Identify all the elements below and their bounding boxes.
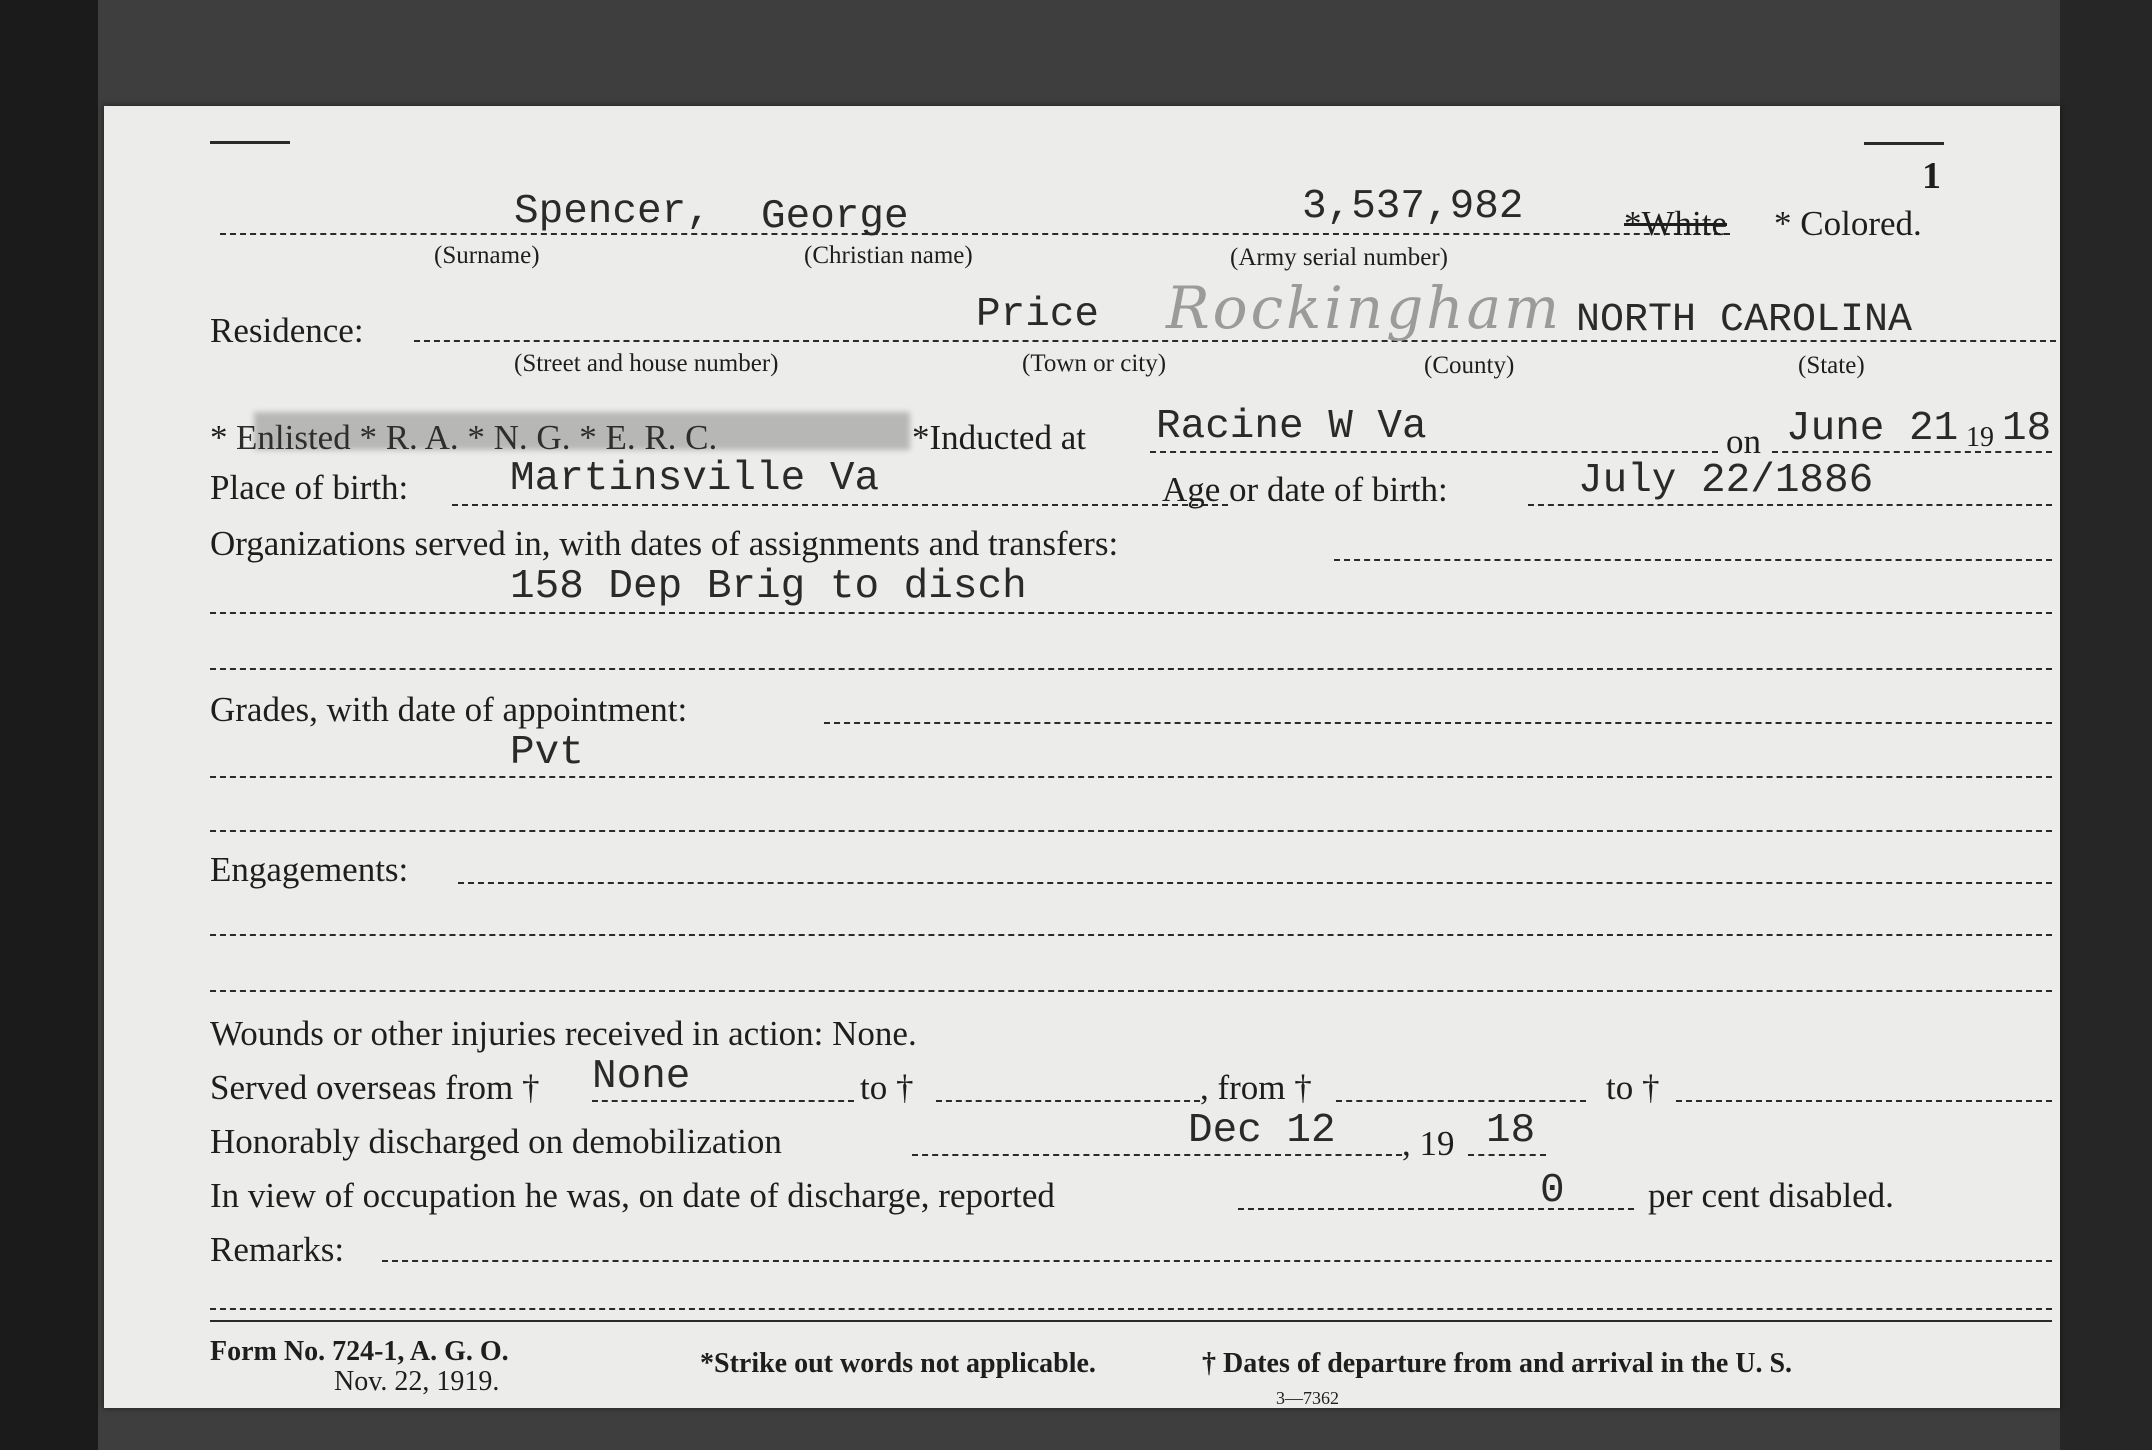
place-of-birth-line bbox=[452, 504, 1228, 506]
overseas-value: None bbox=[592, 1054, 691, 1100]
engagements-line-3 bbox=[210, 990, 2052, 992]
caption-town: (Town or city) bbox=[1022, 350, 1167, 377]
dob-line bbox=[1528, 504, 2052, 506]
serial-number-value: 3,537,982 bbox=[1302, 184, 1524, 230]
place-of-birth-value: Martinsville Va bbox=[510, 456, 880, 502]
discharge-year-value: 18 bbox=[1486, 1108, 1536, 1154]
caption-state: (State) bbox=[1798, 352, 1865, 379]
organizations-value: 158 Dep Brig to disch bbox=[510, 564, 1027, 610]
disability-label: In view of occupation he was, on date of discharge, reported bbox=[210, 1176, 1055, 1215]
disability-line bbox=[1238, 1208, 1634, 1210]
overseas-from-line bbox=[592, 1100, 854, 1102]
wounds-text: Wounds or other injuries received in action: None. bbox=[210, 1014, 917, 1053]
grades-line-1 bbox=[824, 722, 2052, 724]
disability-value: 0 bbox=[1540, 1168, 1565, 1214]
enlisted-star: * bbox=[210, 418, 228, 457]
name-line bbox=[220, 233, 1730, 235]
strike-note: *Strike out words not applicable. bbox=[700, 1348, 1096, 1379]
residence-county-value: Rockingham bbox=[1166, 274, 1563, 342]
enlisted-options: Enlisted * R. A. * N. G. * E. R. C. bbox=[236, 418, 718, 457]
organizations-line-1 bbox=[1334, 559, 2052, 561]
dob-value: July 22/1886 bbox=[1578, 458, 1874, 504]
form-number: Form No. 724-1, A. G. O. bbox=[210, 1336, 509, 1367]
caption-street: (Street and house number) bbox=[514, 350, 779, 377]
inducted-at-label: *Inducted at bbox=[912, 418, 1086, 457]
footer-rule bbox=[210, 1320, 2052, 1322]
dates-note: † Dates of departure from and arrival in the U. S. bbox=[1202, 1348, 1793, 1379]
caption-serial-number: (Army serial number) bbox=[1230, 244, 1448, 271]
overseas-to-line-2 bbox=[1676, 1100, 2052, 1102]
remarks-line-2 bbox=[210, 1308, 2052, 1310]
christian-name-value: George bbox=[761, 194, 909, 240]
remarks-line-1 bbox=[382, 1260, 2052, 1262]
grades-value: Pvt bbox=[510, 730, 584, 776]
grades-label: Grades, with date of appointment: bbox=[210, 690, 688, 729]
overseas-from-line-2 bbox=[1336, 1100, 1586, 1102]
residence-state-value: NORTH CAROLINA bbox=[1576, 298, 1913, 343]
overseas-from-label-2: , from † bbox=[1200, 1068, 1312, 1107]
discharge-year-line bbox=[1468, 1154, 1546, 1156]
induction-year-prefix: 19 bbox=[1966, 422, 1994, 453]
on-label: on bbox=[1726, 422, 1761, 461]
induction-year-value: 18 bbox=[2002, 406, 2052, 452]
scan-border-right bbox=[2060, 0, 2152, 1450]
overseas-to-label-1: to † bbox=[860, 1068, 914, 1107]
discharge-date-value: Dec 12 bbox=[1188, 1108, 1336, 1154]
print-code: 3—7362 bbox=[1276, 1388, 1339, 1408]
place-of-birth-label: Place of birth: bbox=[210, 468, 409, 507]
overseas-to-label-2: to † bbox=[1606, 1068, 1660, 1107]
engagements-line-2 bbox=[210, 934, 2052, 936]
scan-border-left bbox=[0, 0, 98, 1450]
discharge-year-prefix: , 19 bbox=[1402, 1124, 1455, 1163]
grades-line-2 bbox=[210, 776, 2052, 778]
caption-christian-name: (Christian name) bbox=[804, 242, 973, 269]
residence-label: Residence: bbox=[210, 311, 364, 350]
disability-suffix: per cent disabled. bbox=[1648, 1176, 1894, 1215]
surname-value: Spencer, bbox=[514, 189, 711, 235]
organizations-line-3 bbox=[210, 668, 2052, 670]
engagements-label: Engagements: bbox=[210, 850, 409, 889]
discharge-label: Honorably discharged on demobilization bbox=[210, 1122, 782, 1161]
organizations-label: Organizations served in, with dates of assignments and transfers: bbox=[210, 524, 1119, 563]
corner-rule-right bbox=[1864, 142, 1944, 145]
card-number: 1 bbox=[1922, 155, 1941, 197]
corner-rule-left bbox=[210, 141, 290, 144]
form-date: Nov. 22, 1919. bbox=[334, 1366, 500, 1397]
induction-date-value: June 21 bbox=[1786, 406, 1959, 452]
engagements-line-1 bbox=[458, 882, 2052, 884]
grades-line-3 bbox=[210, 830, 2052, 832]
race-white-option: *White bbox=[1624, 204, 1728, 243]
age-or-dob-label: Age or date of birth: bbox=[1162, 470, 1448, 509]
overseas-from-label: Served overseas from † bbox=[210, 1068, 540, 1107]
residence-town-value: Price bbox=[976, 292, 1100, 338]
inducted-place-value: Racine W Va bbox=[1156, 404, 1427, 450]
race-colored-option: * Colored. bbox=[1774, 204, 1922, 243]
service-record-card bbox=[104, 106, 2060, 1408]
overseas-to-line-1 bbox=[936, 1100, 1200, 1102]
caption-county: (County) bbox=[1424, 352, 1515, 379]
inducted-line bbox=[1150, 451, 1718, 453]
caption-surname: (Surname) bbox=[434, 242, 540, 269]
organizations-line-2 bbox=[210, 612, 2052, 614]
discharge-date-line bbox=[912, 1154, 1402, 1156]
remarks-label: Remarks: bbox=[210, 1230, 345, 1269]
